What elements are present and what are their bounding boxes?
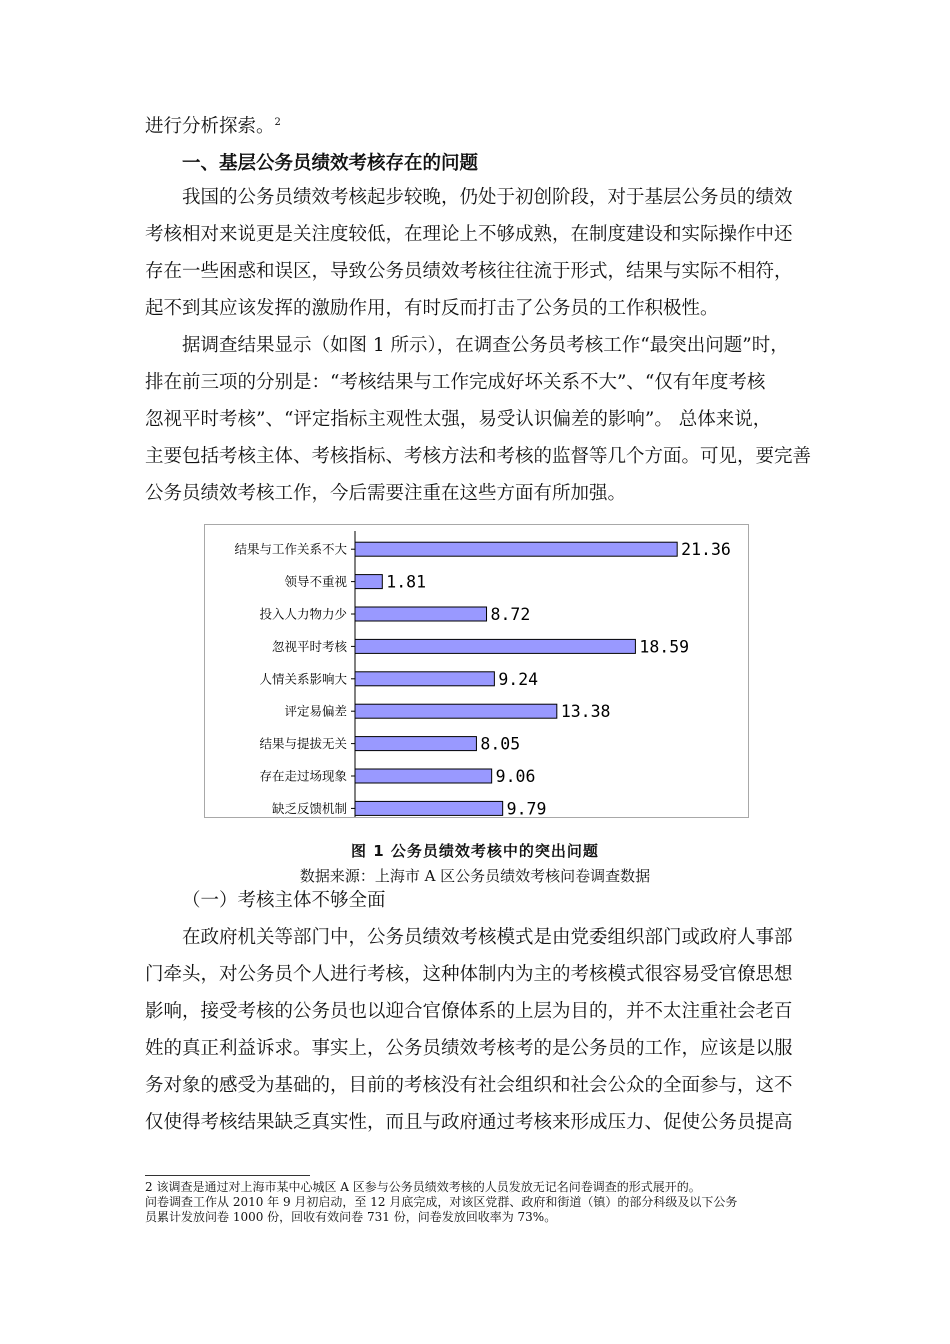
paragraph-line: 在政府机关等部门中，公务员绩效考核模式是由党委组织部门或政府人事部 xyxy=(182,927,793,948)
footnote-line: 员累计发放问卷 1000 份，回收有效问卷 731 份，问卷发放回收率为 73%。 xyxy=(145,1210,557,1224)
category-label: 结果与工作关系不大 xyxy=(234,541,347,557)
data-label: 8.72 xyxy=(490,605,531,624)
figure-caption: 图 1 公务员绩效考核中的突出问题 xyxy=(351,842,599,860)
data-label: 18.59 xyxy=(639,637,690,657)
bar xyxy=(355,607,487,621)
paragraph-line: 排在前三项的分别是：“考核结果与工作完成好坏关系不大”、“仅有年度考核 xyxy=(145,372,766,393)
paragraph-line: 务对象的感受为基础的，目前的考核没有社会组织和社会公众的全面参与，这不 xyxy=(145,1075,793,1096)
bar xyxy=(355,769,492,783)
data-label: 13.38 xyxy=(560,702,611,722)
footnote-ref: 2 xyxy=(274,116,281,128)
bar-chart-frame xyxy=(204,524,749,818)
subsection-heading: （一）考核主体不够全面 xyxy=(182,890,386,911)
paragraph-line: 门牵头，对公务员个人进行考核，这种体制内为主的考核模式很容易受官僚思想 xyxy=(145,964,793,985)
bar xyxy=(355,639,635,653)
bar xyxy=(355,575,382,589)
paragraph-line: 主要包括考核主体、考核指标、考核方法和考核的监督等几个方面。可见，要完善 xyxy=(145,446,812,467)
figure-source: 数据来源：上海市 A 区公务员绩效考核问卷调查数据 xyxy=(299,867,651,885)
data-label: 9.24 xyxy=(498,669,539,689)
category-label: 忽视平时考核 xyxy=(271,638,347,654)
bar-chart xyxy=(205,525,748,817)
category-label: 缺乏反馈机制 xyxy=(271,800,347,816)
paragraph-line: 存在一些困惑和误区，导致公务员绩效考核往往流于形式，结果与实际不相符， xyxy=(145,261,793,282)
paragraph-line: 据调查结果显示（如图 1 所示），在调查公务员考核工作“最突出问题”时， xyxy=(182,335,789,356)
data-label: 9.06 xyxy=(495,767,536,786)
paragraph-line: 仅使得考核结果缺乏真实性，而且与政府通过考核来形成压力、促使公务员提高 xyxy=(145,1112,793,1133)
bar xyxy=(355,542,677,556)
intro-line xyxy=(145,112,281,142)
paragraph-line: 影响，接受考核的公务员也以迎合官僚体系的上层为目的，并不太注重社会老百 xyxy=(145,1001,793,1022)
category-label: 投入人力物力少 xyxy=(259,606,347,622)
paragraph-line: 姓的真正利益诉求。事实上，公务员绩效考核考的是公务员的工作，应该是以服 xyxy=(145,1038,793,1059)
paragraph-line: 起不到其应该发挥的激励作用，有时反而打击了公务员的工作积极性。 xyxy=(145,298,719,319)
category-label: 评定易偏差 xyxy=(284,703,347,719)
data-label: 9.79 xyxy=(506,799,547,817)
bar xyxy=(355,737,476,751)
category-label: 人情关系影响大 xyxy=(259,671,347,687)
footnote-divider xyxy=(145,1175,310,1176)
intro-text: 进行分析探索。 xyxy=(145,116,275,137)
footnote-line: 问卷调查工作从 2010 年 9 月初启动，至 12 月底完成，对该区党群、政府和街道（镇）的部分科级及以下公务 xyxy=(145,1195,738,1209)
category-label: 领导不重视 xyxy=(284,574,347,590)
section-heading: 一、基层公务员绩效考核存在的问题 xyxy=(182,153,479,174)
footnote-line: 2 该调查是通过对上海市某中心城区 A 区参与公务员绩效考核的人员发放无记名问卷调查的形式展开的。 xyxy=(145,1180,701,1194)
paragraph-line: 考核相对来说更是关注度较低，在理论上不够成熟，在制度建设和实际操作中还 xyxy=(145,224,793,245)
category-label: 存在走过场现象 xyxy=(259,768,347,784)
data-label: 1.81 xyxy=(386,572,427,592)
category-label: 结果与提拔无关 xyxy=(259,736,347,752)
bar xyxy=(355,704,557,718)
footnote xyxy=(145,1180,815,1225)
data-label: 8.05 xyxy=(480,734,521,754)
paragraph-line: 我国的公务员绩效考核起步较晚，仍处于初创阶段，对于基层公务员的绩效 xyxy=(182,187,793,208)
paragraph-line: 忽视平时考核”、“评定指标主观性太强，易受认识偏差的影响”。 总体来说， xyxy=(145,409,772,430)
paragraph-line: 公务员绩效考核工作，今后需要注重在这些方面有所加强。 xyxy=(145,483,627,504)
data-label: 21.36 xyxy=(681,540,731,560)
bar xyxy=(355,801,503,815)
bar xyxy=(355,672,494,686)
